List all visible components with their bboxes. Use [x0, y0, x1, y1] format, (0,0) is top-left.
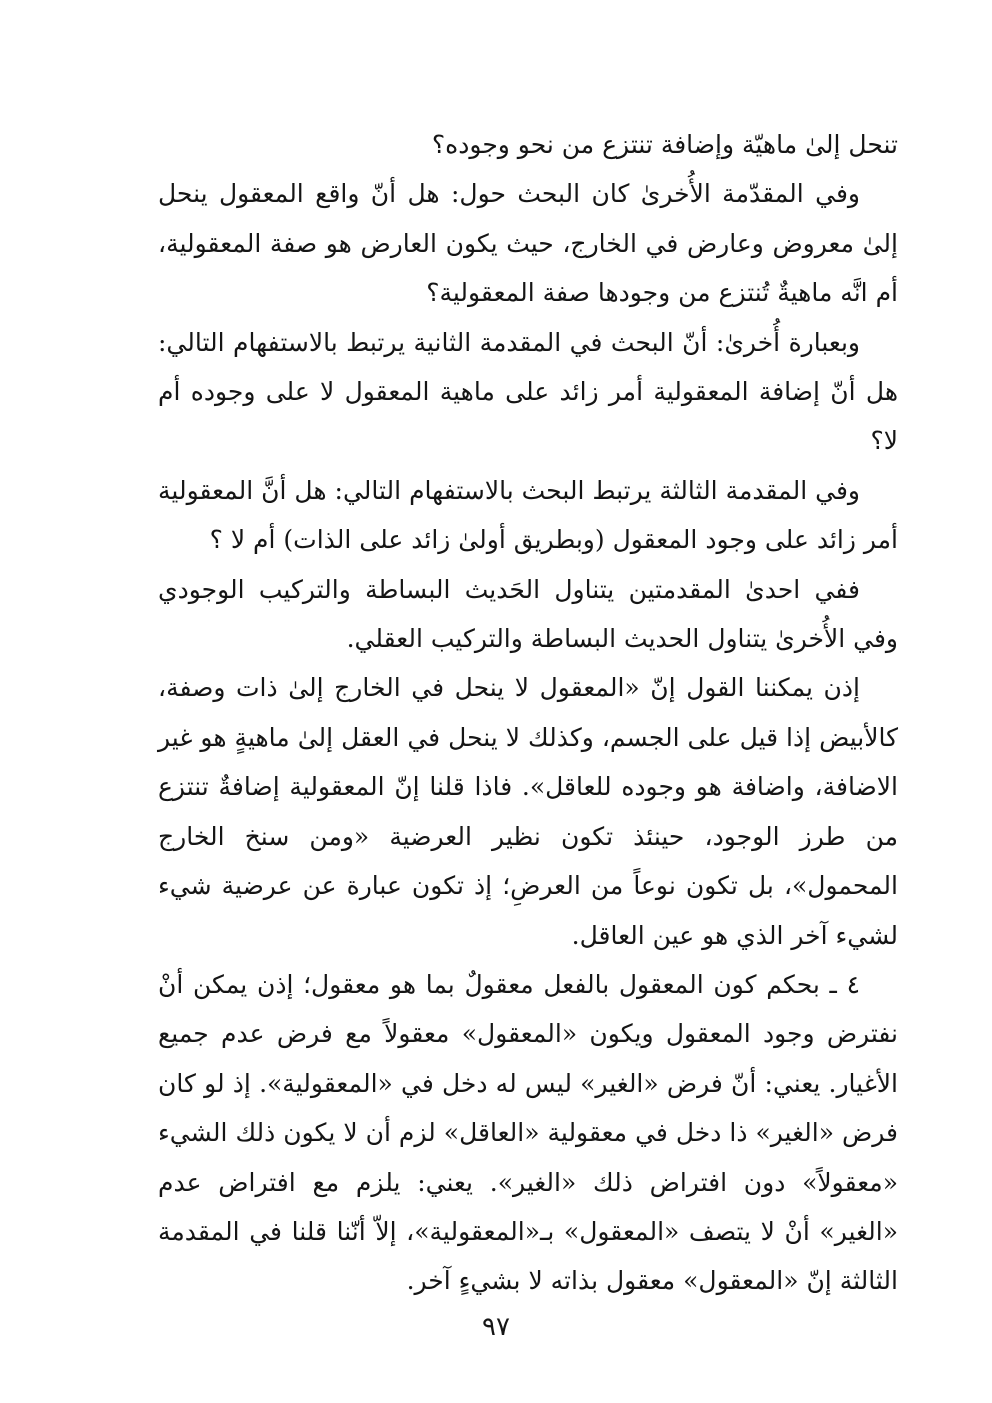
- paragraph: وفي المقدّمة الأُخرىٰ كان البحث حول: هل أنّ واقع المعقول ينحل إلىٰ معروض وعارض في الخارج، حيث يكون العارض هو صفة المعقولية، أم انَّه ماهيةٌ تُنتزع من وجودها صفة المعقولية؟: [158, 179, 898, 308]
- page-number: ٩٧: [482, 1312, 510, 1342]
- paragraph: ففي احدىٰ المقدمتين يتناول الحَديث البساطة والتركيب الوجودي وفي الأُخرىٰ يتناول الحديث البساطة والتركيب العقلي.: [158, 574, 898, 654]
- paragraph: إذن يمكننا القول إنّ «المعقول لا ينحل في الخارج إلىٰ ذات وصفة، كالأبيض إذا قيل على الجسم، وكذلك لا ينحل في العقل إلىٰ ماهيةٍ هو غير الاضافة، واضافة هو وجوده للعاقل». فاذا قلنا إنّ المعقولية إضافةٌ تنتزع من طرز الوجود، حينئذ تكون نظير العرضية «ومن سنخ الخارج المحمول»، بل تكون نوعاً من العرضِ؛ إذ تكون عبارة عن عرضية شيء لشيء آخر الذي هو عين العاقل.: [158, 673, 899, 950]
- paragraph-numbered-point: ٤ ـ بحكم كون المعقول بالفعل معقولٌ بما هو معقول؛ إذن يمكن أنْ نفترض وجود المعقول ويكون «المعقول» معقولاً مع فرض عدم جميع الأغيار. يعني: أنّ فرض «الغير» ليس له دخل في «المعقولية». إذ لو كان فرض «الغير» ذا دخل في معقولية «العاقل» لزم أن لا يكون ذلك الشيء «معقولاً» دون افتراض ذلك «الغير». يعني: يلزم مع افتراض عدم «الغير» أنْ لا يتصف «المعقول» بـ«المعقولية»، إلاّ أنّنا قلنا في المقدمة الثالثة إنّ «المعقول» معقول بذاته لا بشيءٍ آخر.: [158, 969, 898, 1296]
- body-text: [158, 120, 898, 1306]
- paragraph-continuation: تنحل إلىٰ ماهيّة وإضافة تنتزع من نحو وجوده؟: [431, 130, 898, 159]
- paragraph: وفي المقدمة الثالثة يرتبط البحث بالاستفهام التالي: هل أنَّ المعقولية أمر زائد على وجود المعقول (وبطريق أولىٰ زائد على الذات) أم لا ؟: [158, 475, 898, 555]
- paragraph: وبعبارة أُخرىٰ: أنّ البحث في المقدمة الثانية يرتبط بالاستفهام التالي: هل أنّ إضافة المعقولية أمر زائد على ماهية المعقول لا على وجوده أم لا؟: [158, 327, 898, 456]
